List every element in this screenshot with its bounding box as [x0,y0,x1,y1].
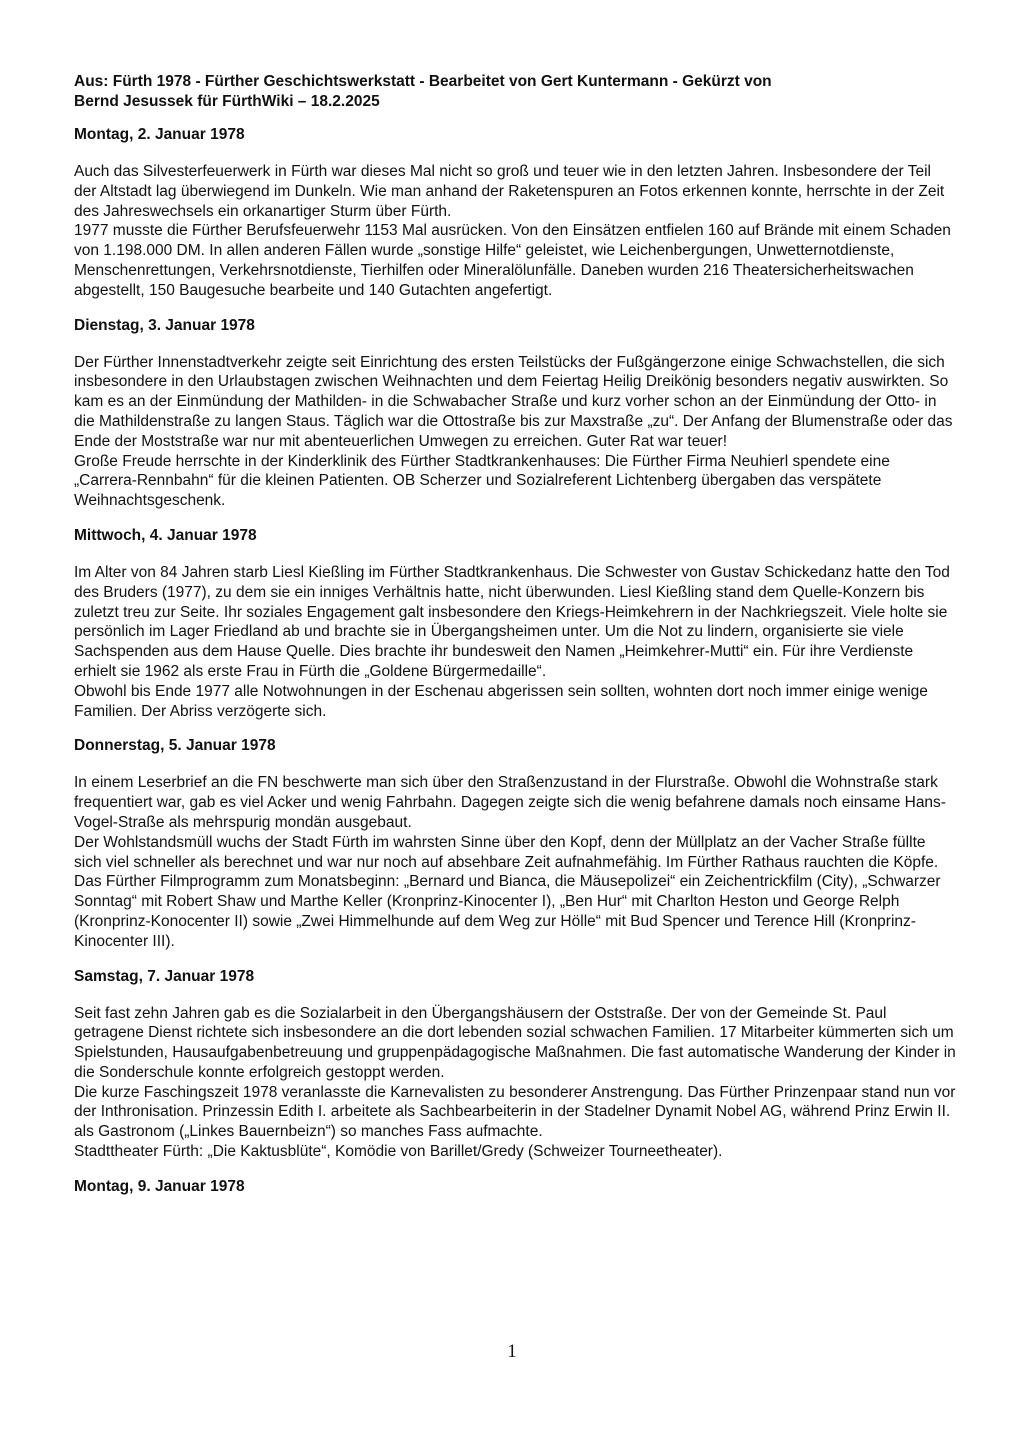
diary-entry-4-januar [74,526,956,721]
diary-entry-2-januar [74,125,956,301]
entry-date: Mittwoch, 4. Januar 1978 [74,526,257,544]
entry-paragraph: Der Fürther Innenstadtverkehr zeigte seit Einrichtung des ersten Teilstücks der Fußgängerzone einige Schwachstellen, die sich insbesondere in den Urlaubstagen zwischen Weihnachten und dem Feiertag Heilig Dreikönig besonders negativ auswirkten. So kam es an der Einmündung der Mathilden- in die Schwabacher Straße und kurz vorher schon an der Einmündung der Otto- in die Mathildenstraße zu langen Staus. Täglich war die Ottostraße bis zur Maxstraße „zu“. Der Anfang der Blumenstraße oder das Ende der Moststraße war nur mit abenteuerlichen Umwegen zu erreichen. Guter Rat war teuer! [74,353,953,450]
entry-paragraph: Große Freude herrschte in der Kinderklinik des Fürther Stadtkrankenhauses: Die Fürther Firma Neuhierl spendete eine „Carrera-Rennbahn“ für die kleinen Patienten. OB Scherzer und Sozialreferent Lichtenberg übergaben das verspätete Weihnachtsgeschenk. [74,452,890,510]
entry-date: Donnerstag, 5. Januar 1978 [74,737,276,755]
diary-entry-5-januar [74,736,956,951]
diary-entry-3-januar [74,316,956,511]
entry-paragraph: Seit fast zehn Jahren gab es die Sozialarbeit in den Übergangshäusern der Oststraße. Der von der Gemeinde St. Paul getragene Dienst richtete sich insbesondere an die dort lebenden sozial schwachen Familien. 17 Mitarbeiter kümmerten sich um Spielstunden, Hausaufgabenbetreuung und gruppenpädagogische Maßnahmen. Die fast automatische Wanderung der Kinder in die Sonderschule konnte erfolgreich gestoppt werden. [74,1004,956,1081]
entry-date: Montag, 9. Januar 1978 [74,1177,245,1195]
entry-paragraph: Im Alter von 84 Jahren starb Liesl Kießling im Fürther Stadtkrankenhaus. Die Schwester von Gustav Schickedanz hatte den Tod des Bruders (1977), zu dem sie ein inniges Verhältnis hatte, nicht überwunden. Liesl Kießling stand dem Quelle-Konzern bis zuletzt treu zur Seite. Ihr soziales Engagement galt insbesondere den Kriegs-Heimkehrern in der Nachkriegszeit. Viele holte sie persönlich im Lager Friedland ab und brachte sie in Übergangsheimen unter. Um die Not zu lindern, organisierte sie viele Sachspenden aus dem Hause Quelle. Dies brachte ihr bundesweit den Namen „Heimkehrer-Mutti“ ein. Für ihre Verdienste erhielt sie 1962 als erste Frau in Fürth die „Goldene Bürgermedaille“. [74,563,950,680]
entry-paragraph: Auch das Silvesterfeuerwerk in Fürth war dieses Mal nicht so groß und teuer wie in den letzten Jahren. Insbesondere der Teil der Altstadt lag überwiegend im Dunkeln. Wie man anhand der Raketenspuren an Fotos erkennen konnte, herrschte in der Zeit des Jahreswechsels ein orkanartiger Sturm über Fürth. [74,163,945,220]
source-line-2: Bernd Jesussek für FürthWiki – 18.2.2025 [74,92,380,110]
page-number: 1 [507,1341,517,1362]
entry-body [74,773,956,951]
entry-date: Samstag, 7. Januar 1978 [74,967,255,985]
entry-body [74,1004,956,1162]
source-header [74,72,956,111]
entry-body [74,563,956,721]
entry-paragraph: Stadttheater Fürth: „Die Kaktusblüte“, Komödie von Barillet/Gredy (Schweizer Tourneetheater). [74,1143,723,1161]
entry-paragraph: Obwohl bis Ende 1977 alle Notwohnungen in der Eschenau abgerissen sein sollten, wohnten dort noch immer einige wenige Familien. Der Abriss verzögerte sich. [74,682,928,720]
entry-date: Montag, 2. Januar 1978 [74,126,245,143]
diary-entry-7-januar [74,967,956,1162]
document-body [74,72,956,1214]
entry-paragraph: Die kurze Faschingszeit 1978 veranlasste die Karnevalisten zu besonderer Anstrengung. Das Fürther Prinzenpaar stand nun vor der Inthronisation. Prinzessin Edith I. arbeitete als Sachbearbeiterin in der Stadelner Dynamit Nobel AG, während Prinz Erwin II. als Gastronom („Linkes Bauernbeizn“) so manches Fass aufmachte. [74,1083,956,1141]
source-line-1: Aus: Fürth 1978 - Fürther Geschichtswerkstatt - Bearbeitet von Gert Kuntermann - Gekürzt von [74,73,772,90]
entry-paragraph: In einem Leserbrief an die FN beschwerte man sich über den Straßenzustand in der Flurstraße. Obwohl die Wohnstraße stark frequentiert war, gab es viel Acker und wenig Fahrbahn. Dagegen zeigte sich die wenig befahrene damals noch einsame Hans-Vogel-Straße als mehrspurig mondän ausgebaut. [74,774,946,831]
entry-body [74,353,956,511]
entry-body [74,162,956,301]
entry-paragraph: Der Wohlstandsmüll wuchs der Stadt Fürth im wahrsten Sinne über den Kopf, denn der Müllplatz an der Vacher Straße füllte sich viel schneller als berechnet und war nur noch auf absehbare Zeit aufnahmefähig. Im Fürther Rathaus rauchten die Köpfe. [74,833,939,871]
diary-entry-9-januar [74,1177,956,1197]
entry-paragraph: 1977 musste die Fürther Berufsfeuerwehr 1153 Mal ausrücken. Von den Einsätzen entfielen 160 auf Brände mit einem Schaden von 1.198.000 DM. In allen anderen Fällen wurde „sonstige Hilfe“ geleistet, wie Leichenbergungen, Unwetternotdienste, Menschenrettungen, Verkehrsnotdienste, Tierhilfen oder Mineralölunfälle. Daneben wurden 216 Theatersicherheitswachen abgestellt, 150 Baugesuche bearbeite und 140 Gutachten angefertigt. [74,222,951,299]
entry-paragraph: Das Fürther Filmprogramm zum Monatsbeginn: „Bernard und Bianca, die Mäusepolizei“ ein Zeichentrickfilm (City), „Schwarzer Sonntag“ mit Robert Shaw und Marthe Keller (Kronprinz-Kinocenter I), „Ben Hur“ mit Charlton Heston und George Relph (Kronprinz-Konocenter II) sowie „Zwei Himmelhunde auf dem Weg zur Hölle“ mit Bud Spencer und Terence Hill (Kronprinz-Kinocenter III). [74,873,941,950]
entry-date: Dienstag, 3. Januar 1978 [74,316,255,334]
